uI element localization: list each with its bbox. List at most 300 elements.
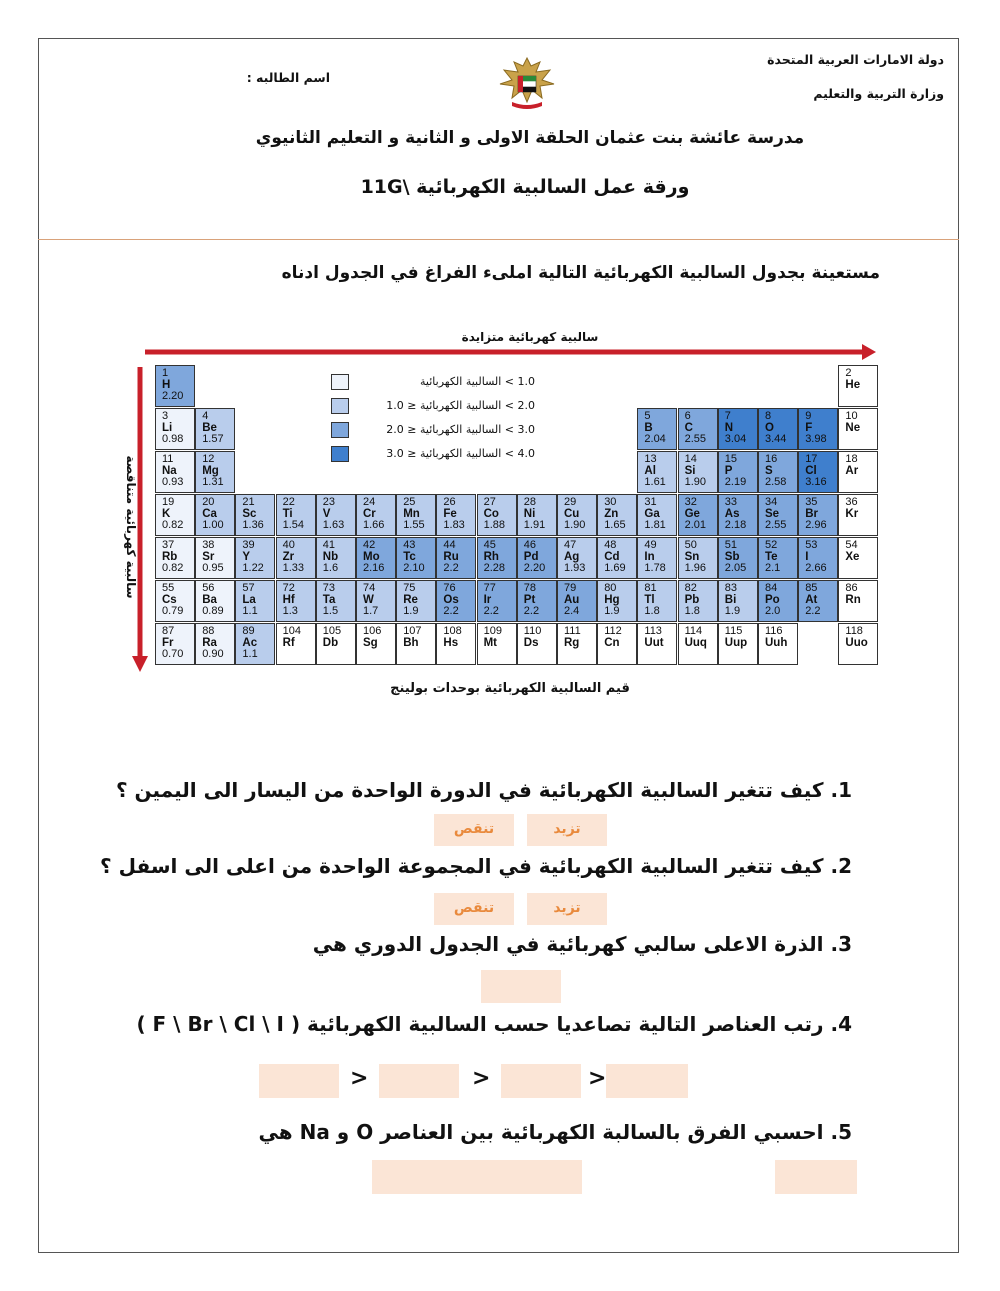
element-symbol: Os bbox=[443, 593, 459, 606]
q5-answer-box-wide[interactable] bbox=[372, 1160, 582, 1194]
element-electronegativity: 0.70 bbox=[162, 648, 184, 660]
element-symbol: Se bbox=[765, 507, 780, 520]
element-symbol: Ge bbox=[684, 507, 700, 520]
element-number: 118 bbox=[845, 625, 863, 637]
element-cell-ac bbox=[235, 623, 275, 665]
element-cell-cl bbox=[798, 451, 838, 493]
element-number: 116 bbox=[765, 625, 783, 637]
element-cell-uuo bbox=[838, 623, 878, 665]
element-symbol: Uup bbox=[724, 636, 748, 649]
element-cell-po bbox=[758, 580, 798, 622]
element-number: 7 bbox=[724, 410, 731, 422]
element-number: 34 bbox=[765, 496, 778, 508]
element-symbol: Mn bbox=[403, 507, 420, 520]
legend-swatch-4 bbox=[331, 446, 349, 462]
element-electronegativity: 1.9 bbox=[724, 605, 741, 617]
element-number: 109 bbox=[483, 625, 502, 637]
element-number: 14 bbox=[684, 453, 697, 465]
element-symbol: C bbox=[684, 421, 693, 434]
element-symbol: O bbox=[765, 421, 774, 434]
element-electronegativity: 2.10 bbox=[403, 562, 425, 574]
element-cell-ga bbox=[637, 494, 677, 536]
legend-label-2: 2.0 > السالبية الكهربائية ≤ 1.0 bbox=[386, 399, 535, 412]
element-number: 53 bbox=[805, 539, 818, 551]
instruction-text: مستعينة بجدول السالبية الكهربائية التالية املىء الفراغ في الجدول ادناه bbox=[281, 263, 880, 283]
element-cell-bi bbox=[718, 580, 758, 622]
element-electronegativity: 1.00 bbox=[202, 519, 224, 531]
element-symbol: Rb bbox=[162, 550, 178, 563]
element-cell-se bbox=[758, 494, 798, 536]
element-symbol: Hf bbox=[282, 593, 295, 606]
element-cell-i bbox=[798, 537, 838, 579]
element-symbol: Bi bbox=[724, 593, 737, 606]
element-cell-pt bbox=[517, 580, 557, 622]
element-cell-cu bbox=[557, 494, 597, 536]
element-symbol: Ni bbox=[523, 507, 536, 520]
element-number: 115 bbox=[724, 625, 743, 637]
element-electronegativity: 2.0 bbox=[765, 605, 781, 617]
element-symbol: Cn bbox=[604, 636, 620, 649]
element-symbol: Ir bbox=[483, 593, 492, 606]
element-symbol: Cd bbox=[604, 550, 620, 563]
element-electronegativity: 2.2 bbox=[523, 605, 540, 617]
element-number: 25 bbox=[403, 496, 416, 508]
element-electronegativity: 0.82 bbox=[162, 519, 184, 531]
element-symbol: H bbox=[162, 378, 171, 391]
element-symbol: Li bbox=[162, 421, 173, 434]
element-electronegativity: 1.57 bbox=[202, 433, 224, 445]
element-electronegativity: 1.63 bbox=[322, 519, 345, 531]
element-cell-br bbox=[798, 494, 838, 536]
element-cell-o bbox=[758, 408, 798, 450]
element-symbol: Zr bbox=[282, 550, 295, 563]
element-symbol: Be bbox=[202, 421, 217, 434]
country-name: دولة الامارات العربية المتحدة bbox=[767, 52, 944, 67]
element-symbol: Uuq bbox=[684, 636, 707, 649]
element-number: 104 bbox=[282, 625, 301, 637]
element-electronegativity: 2.04 bbox=[644, 433, 666, 445]
q3-answer-box[interactable] bbox=[481, 970, 561, 1003]
element-cell-p bbox=[718, 451, 758, 493]
element-number: 89 bbox=[242, 625, 255, 637]
legend-swatch-3 bbox=[331, 422, 349, 438]
element-cell-ar bbox=[838, 451, 878, 493]
element-cell-ta bbox=[316, 580, 356, 622]
element-number: 16 bbox=[765, 453, 778, 465]
element-electronegativity: 2.18 bbox=[724, 519, 747, 531]
element-number: 46 bbox=[523, 539, 537, 551]
side-arrow-label: سالبية كهربائية متناقصة bbox=[124, 455, 138, 599]
element-cell-nb bbox=[316, 537, 356, 579]
question-3: 3. الذرة الاعلى سالبي كهربائية في الجدول الدوري هي bbox=[312, 932, 852, 956]
element-number: 52 bbox=[765, 539, 778, 551]
element-electronegativity: 2.2 bbox=[443, 605, 459, 617]
element-cell-sb bbox=[718, 537, 758, 579]
element-number: 18 bbox=[845, 453, 858, 465]
element-number: 21 bbox=[242, 496, 255, 508]
element-electronegativity: 0.79 bbox=[162, 605, 184, 617]
element-cell-rn bbox=[838, 580, 878, 622]
element-number: 106 bbox=[363, 625, 382, 637]
legend-swatch-2 bbox=[331, 398, 349, 414]
element-cell-h bbox=[155, 365, 195, 407]
element-symbol: V bbox=[322, 507, 331, 520]
element-number: 19 bbox=[162, 496, 175, 508]
element-symbol: Sg bbox=[363, 636, 378, 649]
element-electronegativity: 1.31 bbox=[202, 476, 224, 488]
element-symbol: Ru bbox=[443, 550, 459, 563]
element-symbol: Kr bbox=[845, 507, 859, 520]
element-cell-c bbox=[678, 408, 718, 450]
element-electronegativity: 3.44 bbox=[765, 433, 787, 445]
element-electronegativity: 1.9 bbox=[403, 605, 419, 617]
element-cell-f bbox=[798, 408, 838, 450]
element-symbol: Uuh bbox=[765, 636, 788, 649]
element-cell-sc bbox=[235, 494, 275, 536]
element-number: 1 bbox=[162, 367, 169, 379]
element-symbol: Ds bbox=[523, 636, 539, 649]
element-cell-au bbox=[557, 580, 597, 622]
element-symbol: Sb bbox=[724, 550, 740, 563]
element-number: 20 bbox=[202, 496, 215, 508]
element-electronegativity: 0.93 bbox=[162, 476, 184, 488]
element-number: 88 bbox=[202, 625, 215, 637]
element-cell-mo bbox=[356, 537, 396, 579]
element-number: 51 bbox=[724, 539, 738, 551]
question-5: 5. احسبي الفرق بالسالبة الكهربائية بين العناصر O و Na هي bbox=[258, 1120, 852, 1144]
element-electronegativity: 2.01 bbox=[684, 519, 707, 531]
element-number: 114 bbox=[684, 625, 703, 637]
element-electronegativity: 1.61 bbox=[644, 476, 666, 488]
worksheet-title: ورقة عمل السالبية الكهربائية \11G bbox=[360, 176, 690, 198]
element-symbol: I bbox=[805, 550, 809, 563]
element-cell-ba bbox=[195, 580, 235, 622]
element-electronegativity: 1.55 bbox=[403, 519, 425, 531]
element-symbol: Ar bbox=[845, 464, 859, 477]
question-2: 2. كيف تتغير السالبية الكهربائية في المجموعة الواحدة من اعلى الى اسفل ؟ bbox=[100, 854, 852, 878]
element-number: 73 bbox=[322, 582, 336, 594]
ministry-name: وزارة التربية والتعليم bbox=[813, 86, 944, 101]
element-cell-v bbox=[316, 494, 356, 536]
element-number: 75 bbox=[403, 582, 416, 594]
element-cell-sn bbox=[678, 537, 718, 579]
element-cell-sg bbox=[356, 623, 396, 665]
element-symbol: Ne bbox=[845, 421, 861, 434]
element-number: 112 bbox=[604, 625, 622, 637]
element-cell-ds bbox=[517, 623, 557, 665]
element-number: 11 bbox=[162, 453, 174, 465]
element-number: 50 bbox=[684, 539, 697, 551]
element-electronegativity: 1.54 bbox=[282, 519, 305, 531]
element-symbol: Tc bbox=[403, 550, 416, 563]
element-symbol: Ba bbox=[202, 593, 217, 606]
element-symbol: Hg bbox=[604, 593, 620, 606]
element-symbol: Zn bbox=[604, 507, 619, 520]
element-symbol: P bbox=[724, 464, 733, 477]
element-electronegativity: 1.9 bbox=[604, 605, 620, 617]
element-electronegativity: 0.95 bbox=[202, 562, 224, 574]
element-symbol: Ac bbox=[242, 636, 258, 649]
element-number: 6 bbox=[684, 410, 691, 422]
element-symbol: Au bbox=[564, 593, 580, 606]
element-electronegativity: 1.66 bbox=[363, 519, 385, 531]
q2-option-increase[interactable]: تزيد bbox=[527, 893, 607, 925]
element-electronegativity: 2.2 bbox=[483, 605, 499, 617]
element-number: 113 bbox=[644, 625, 662, 637]
element-symbol: Pt bbox=[523, 593, 536, 606]
q4-answer-box-1[interactable] bbox=[606, 1064, 688, 1098]
element-symbol: Si bbox=[684, 464, 696, 477]
element-number: 47 bbox=[564, 539, 577, 551]
element-electronegativity: 1.33 bbox=[282, 562, 305, 574]
element-symbol: Tl bbox=[644, 593, 655, 606]
element-symbol: Br bbox=[805, 507, 818, 520]
element-electronegativity: 2.05 bbox=[724, 562, 747, 574]
element-number: 108 bbox=[443, 625, 462, 637]
element-number: 3 bbox=[162, 410, 169, 422]
element-electronegativity: 2.58 bbox=[765, 476, 787, 488]
element-symbol: N bbox=[724, 421, 734, 434]
legend-label-1: 1.0 > السالبية الكهربائية bbox=[420, 375, 535, 388]
element-number: 23 bbox=[322, 496, 336, 508]
element-electronegativity: 0.90 bbox=[202, 648, 224, 660]
legend-label-3: 3.0 > السالبية الكهربائية ≤ 2.0 bbox=[386, 423, 535, 436]
element-electronegativity: 2.66 bbox=[805, 562, 827, 574]
element-electronegativity: 1.81 bbox=[644, 519, 666, 531]
element-electronegativity: 1.83 bbox=[443, 519, 465, 531]
element-cell-zn bbox=[597, 494, 637, 536]
element-symbol: Rg bbox=[564, 636, 580, 649]
element-electronegativity: 2.55 bbox=[765, 519, 787, 531]
element-cell-na bbox=[155, 451, 195, 493]
uae-emblem-icon bbox=[496, 54, 558, 112]
element-number: 28 bbox=[523, 496, 537, 508]
element-number: 85 bbox=[805, 582, 818, 594]
element-cell-mt bbox=[477, 623, 517, 665]
element-cell-he bbox=[838, 365, 878, 407]
element-electronegativity: 2.96 bbox=[805, 519, 827, 531]
element-cell-at bbox=[798, 580, 838, 622]
element-cell-mg bbox=[195, 451, 235, 493]
element-symbol: Bh bbox=[403, 636, 419, 649]
element-number: 77 bbox=[483, 582, 496, 594]
element-number: 54 bbox=[845, 539, 858, 551]
q4-answer-box-2[interactable] bbox=[501, 1064, 581, 1098]
element-symbol: Uut bbox=[644, 636, 664, 649]
element-symbol: Cs bbox=[162, 593, 177, 606]
element-number: 37 bbox=[162, 539, 175, 551]
element-symbol: Ti bbox=[282, 507, 293, 520]
element-number: 43 bbox=[403, 539, 416, 551]
element-cell-pb bbox=[678, 580, 718, 622]
element-number: 32 bbox=[684, 496, 697, 508]
element-number: 74 bbox=[363, 582, 376, 594]
element-number: 84 bbox=[765, 582, 778, 594]
element-number: 55 bbox=[162, 582, 175, 594]
element-symbol: Rf bbox=[282, 636, 295, 649]
element-symbol: F bbox=[805, 421, 813, 434]
element-symbol: Hs bbox=[443, 636, 459, 649]
element-symbol: As bbox=[724, 507, 740, 520]
element-electronegativity: 1.36 bbox=[242, 519, 264, 531]
element-cell-uuq bbox=[678, 623, 718, 665]
element-cell-y bbox=[235, 537, 275, 579]
element-cell-bh bbox=[396, 623, 436, 665]
element-number: 9 bbox=[805, 410, 812, 422]
element-cell-pd bbox=[517, 537, 557, 579]
element-number: 13 bbox=[644, 453, 657, 465]
q5-answer-box-small[interactable] bbox=[775, 1160, 857, 1194]
element-number: 4 bbox=[202, 410, 209, 422]
element-number: 41 bbox=[322, 539, 336, 551]
element-electronegativity: 2.55 bbox=[684, 433, 707, 445]
element-number: 39 bbox=[242, 539, 255, 551]
element-electronegativity: 0.89 bbox=[202, 605, 224, 617]
element-cell-sr bbox=[195, 537, 235, 579]
element-cell-ru bbox=[436, 537, 476, 579]
element-cell-db bbox=[316, 623, 356, 665]
q4-separator-2: > bbox=[472, 1066, 491, 1091]
element-number: 72 bbox=[282, 582, 295, 594]
element-electronegativity: 1.69 bbox=[604, 562, 626, 574]
element-electronegativity: 2.20 bbox=[162, 390, 184, 402]
header-divider bbox=[38, 239, 959, 240]
element-number: 27 bbox=[483, 496, 496, 508]
element-cell-la bbox=[235, 580, 275, 622]
element-symbol: Sr bbox=[202, 550, 215, 563]
element-cell-rg bbox=[557, 623, 597, 665]
q4-answer-box-4[interactable] bbox=[259, 1064, 339, 1098]
q1-option-decrease[interactable]: تنقص bbox=[434, 814, 514, 846]
element-number: 38 bbox=[202, 539, 215, 551]
element-electronegativity: 2.2 bbox=[443, 562, 459, 574]
element-cell-os bbox=[436, 580, 476, 622]
element-electronegativity: 3.16 bbox=[805, 476, 827, 488]
element-cell-in bbox=[637, 537, 677, 579]
element-number: 79 bbox=[564, 582, 577, 594]
element-cell-as bbox=[718, 494, 758, 536]
element-symbol: Re bbox=[403, 593, 418, 606]
q1-option-increase[interactable]: تزيد bbox=[527, 814, 607, 846]
element-electronegativity: 1.8 bbox=[644, 605, 660, 617]
element-number: 82 bbox=[684, 582, 697, 594]
element-number: 107 bbox=[403, 625, 422, 637]
element-symbol: Rh bbox=[483, 550, 499, 563]
element-electronegativity: 0.82 bbox=[162, 562, 184, 574]
q2-option-decrease[interactable]: تنقص bbox=[434, 893, 514, 925]
element-symbol: Pb bbox=[684, 593, 700, 606]
element-symbol: Sn bbox=[684, 550, 700, 563]
top-arrow-head bbox=[862, 344, 876, 360]
element-cell-ra bbox=[195, 623, 235, 665]
element-electronegativity: 1.3 bbox=[282, 605, 298, 617]
element-electronegativity: 1.1 bbox=[242, 648, 258, 660]
element-cell-ge bbox=[678, 494, 718, 536]
element-electronegativity: 1.78 bbox=[644, 562, 666, 574]
element-symbol: W bbox=[363, 593, 374, 606]
side-arrow-head bbox=[132, 656, 148, 672]
element-number: 30 bbox=[604, 496, 617, 508]
element-symbol: K bbox=[162, 507, 171, 520]
element-electronegativity: 3.04 bbox=[724, 433, 747, 445]
element-electronegativity: 1.1 bbox=[242, 605, 258, 617]
element-number: 57 bbox=[242, 582, 255, 594]
element-symbol: Ca bbox=[202, 507, 217, 520]
element-cell-uup bbox=[718, 623, 758, 665]
element-symbol: Cr bbox=[363, 507, 376, 520]
element-cell-si bbox=[678, 451, 718, 493]
element-electronegativity: 2.2 bbox=[805, 605, 821, 617]
element-symbol: He bbox=[845, 378, 861, 391]
q4-answer-box-3[interactable] bbox=[379, 1064, 459, 1098]
element-number: 5 bbox=[644, 410, 651, 422]
school-name: مدرسة عائشة بنت عثمان الحلقة الاولى و الثانية و التعليم الثانيوي bbox=[255, 128, 805, 148]
element-electronegativity: 1.90 bbox=[684, 476, 707, 488]
element-number: 86 bbox=[845, 582, 858, 594]
element-cell-ne bbox=[838, 408, 878, 450]
element-cell-zr bbox=[276, 537, 316, 579]
element-symbol: Db bbox=[322, 636, 339, 649]
chart-bottom-label: قيم السالبية الكهربائية بوحدات بولينج bbox=[390, 681, 630, 696]
element-number: 80 bbox=[604, 582, 617, 594]
element-electronegativity: 1.90 bbox=[564, 519, 586, 531]
element-cell-rf bbox=[276, 623, 316, 665]
element-symbol: Mg bbox=[202, 464, 219, 477]
element-cell-fe bbox=[436, 494, 476, 536]
element-cell-n bbox=[718, 408, 758, 450]
element-electronegativity: 1.96 bbox=[684, 562, 707, 574]
element-number: 24 bbox=[363, 496, 376, 508]
element-cell-rh bbox=[477, 537, 517, 579]
element-symbol: La bbox=[242, 593, 256, 606]
question-1: 1. كيف تتغير السالبية الكهربائية في الدورة الواحدة من اليسار الى اليمين ؟ bbox=[115, 778, 852, 802]
element-symbol: Uuo bbox=[845, 636, 868, 649]
element-cell-hf bbox=[276, 580, 316, 622]
element-cell-ca bbox=[195, 494, 235, 536]
element-number: 105 bbox=[322, 625, 342, 637]
element-number: 42 bbox=[363, 539, 376, 551]
element-electronegativity: 0.98 bbox=[162, 433, 184, 445]
element-symbol: At bbox=[805, 593, 818, 606]
element-cell-re bbox=[396, 580, 436, 622]
element-electronegativity: 3.98 bbox=[805, 433, 827, 445]
element-cell-mn bbox=[396, 494, 436, 536]
element-cell-kr bbox=[838, 494, 878, 536]
element-electronegativity: 2.16 bbox=[363, 562, 385, 574]
element-symbol: Co bbox=[483, 507, 499, 520]
element-electronegativity: 1.6 bbox=[322, 562, 339, 574]
element-symbol: Xe bbox=[845, 550, 860, 563]
element-symbol: In bbox=[644, 550, 655, 563]
element-electronegativity: 2.4 bbox=[564, 605, 580, 617]
element-electronegativity: 1.5 bbox=[322, 605, 339, 617]
element-cell-cn bbox=[597, 623, 637, 665]
element-number: 35 bbox=[805, 496, 818, 508]
element-electronegativity: 2.1 bbox=[765, 562, 781, 574]
element-cell-xe bbox=[838, 537, 878, 579]
element-number: 17 bbox=[805, 453, 818, 465]
element-number: 44 bbox=[443, 539, 456, 551]
element-electronegativity: 1.65 bbox=[604, 519, 626, 531]
element-number: 81 bbox=[644, 582, 657, 594]
question-4: 4. رتب العناصر التالية تصاعديا حسب السالبية الكهربائية ( F \ Br \ Cl \ I ) bbox=[136, 1012, 852, 1036]
element-symbol: S bbox=[765, 464, 773, 477]
legend-swatch-1 bbox=[331, 374, 349, 390]
element-electronegativity: 1.8 bbox=[684, 605, 700, 617]
element-symbol: Na bbox=[162, 464, 177, 477]
element-symbol: Cu bbox=[564, 507, 580, 520]
element-electronegativity: 2.19 bbox=[724, 476, 747, 488]
